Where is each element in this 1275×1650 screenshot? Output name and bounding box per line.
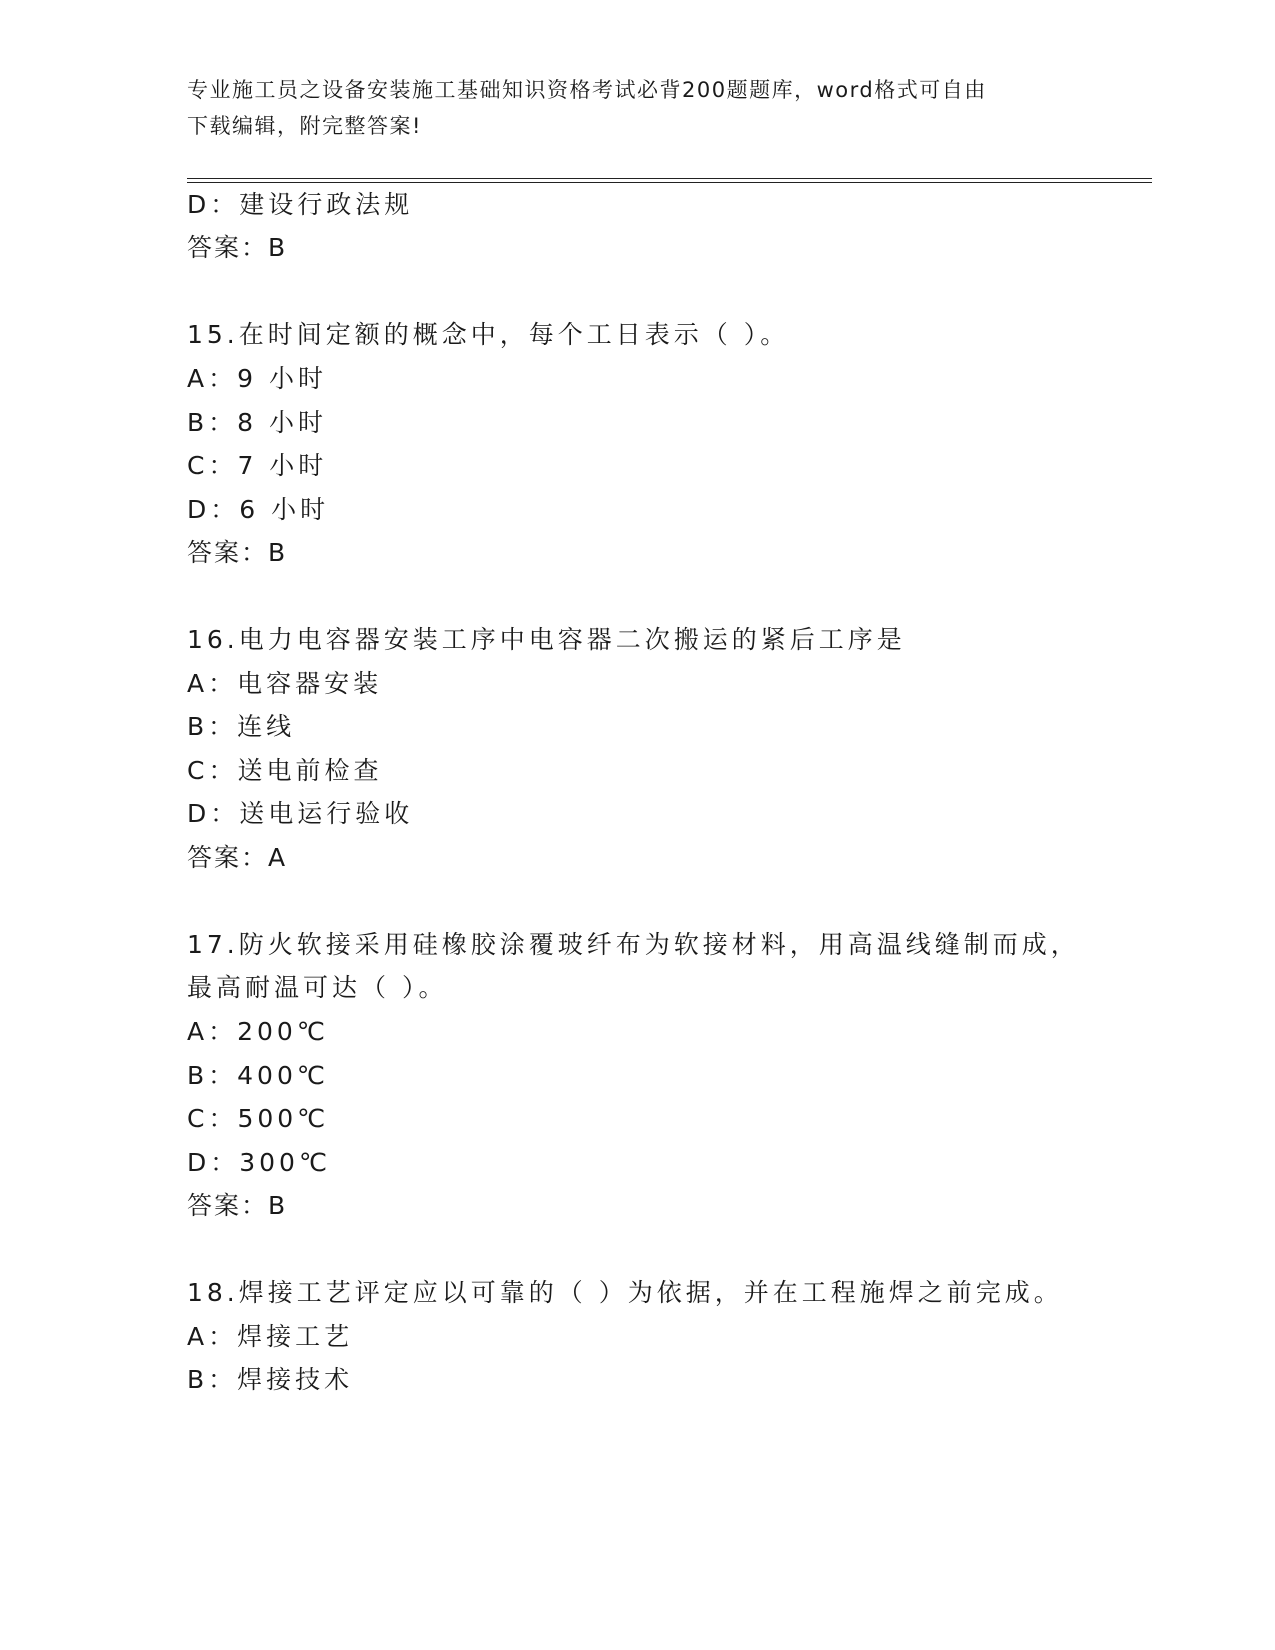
q15-option-c: C：7 小时: [187, 451, 328, 480]
header-divider-bottom: [187, 182, 1152, 183]
document-header: [187, 72, 1087, 144]
q16-answer: 答案：A: [187, 843, 288, 872]
q16-option-a: A：电容器安装: [187, 669, 383, 698]
q16-option-d: D：送电运行验收: [187, 799, 414, 828]
q17-option-c: C：500℃: [187, 1104, 330, 1133]
q17-stem-line-1: 17.防火软接采用硅橡胶涂覆玻纤布为软接材料，用高温线缝制而成，: [187, 930, 1080, 959]
q17-option-a: A：200℃: [187, 1017, 329, 1046]
q17-option-b: B：400℃: [187, 1061, 329, 1090]
header-line-2: 下载编辑，附完整答案!: [187, 114, 422, 138]
q16-stem: 16.电力电容器安装工序中电容器二次搬运的紧后工序是: [187, 625, 906, 654]
q18-stem: 18.焊接工艺评定应以可靠的（ ）为依据，并在工程施焊之前完成。: [187, 1278, 1063, 1307]
q17-option-d: D：300℃: [187, 1148, 332, 1177]
q14-answer: 答案：B: [187, 233, 288, 262]
q18-option-a: A：焊接工艺: [187, 1322, 354, 1351]
q16-option-b: B：连线: [187, 712, 296, 741]
q15-stem: 15.在时间定额的概念中，每个工日表示（ ）。: [187, 320, 790, 349]
q16-option-c: C：送电前检查: [187, 756, 383, 785]
q15-answer: 答案：B: [187, 538, 288, 567]
header-line-1: 专业施工员之设备安装施工基础知识资格考试必背200题题库，word格式可自由: [187, 78, 987, 102]
q17-answer: 答案：B: [187, 1191, 288, 1220]
q14-option-d: D：建设行政法规: [187, 190, 414, 219]
q17-stem-line-2: 最高耐温可达（ ）。: [187, 973, 448, 1002]
q18-option-b: B：焊接技术: [187, 1365, 354, 1394]
q15-option-b: B：8 小时: [187, 408, 328, 437]
q15-option-d: D：6 小时: [187, 495, 330, 524]
q15-option-a: A：9 小时: [187, 364, 327, 393]
header-divider-top: [187, 178, 1152, 179]
